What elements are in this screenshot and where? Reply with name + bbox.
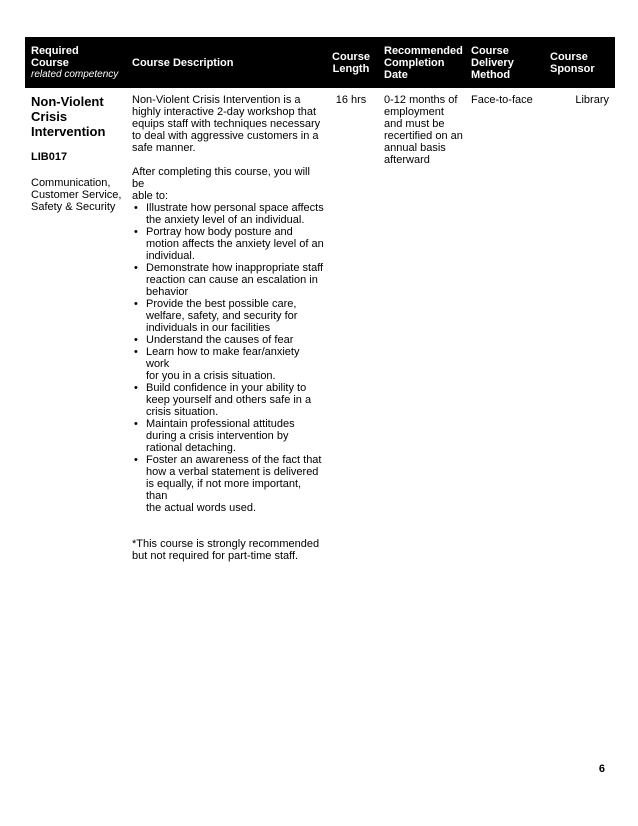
description-line: equips staff with techniques necessary xyxy=(132,118,321,130)
outcome-line: is equally, if not more important, than xyxy=(146,478,302,502)
outcome-line: • Foster an awareness of the fact that xyxy=(146,454,322,466)
cell-course-description xyxy=(126,94,324,562)
course-competency xyxy=(31,177,126,213)
completion-date-line: and must be xyxy=(384,118,445,130)
outcome-line: reaction can cause an escalation in xyxy=(146,274,318,286)
note-line: but not required for part-time staff. xyxy=(132,550,299,562)
completion-date-line: employment xyxy=(384,106,444,118)
header-course-length xyxy=(324,51,378,75)
header-delivery-method-line: Method xyxy=(471,68,511,81)
outcome-line: the actual words used. xyxy=(146,502,257,514)
completion-date-line: annual basis xyxy=(384,142,446,154)
list-item xyxy=(132,298,324,334)
cell-course-length: 16 hrs xyxy=(335,94,367,106)
outcome-line: welfare, safety, and security for xyxy=(146,310,298,322)
header-course-sponsor-line: Sponsor xyxy=(550,62,595,75)
outcome-line: • Demonstrate how inappropriate staff xyxy=(146,262,324,274)
outcome-line: • Build confidence in your ability to xyxy=(146,382,307,394)
note-line: *This course is strongly recommended xyxy=(132,538,320,550)
description-line: safe manner. xyxy=(132,142,196,154)
header-course-description: Course Description xyxy=(132,56,234,69)
course-code: LIB017 xyxy=(31,151,68,163)
header-completion-date-line: Date xyxy=(384,68,408,81)
description-line: Non-Violent Crisis Intervention is a xyxy=(132,94,301,106)
outcome-line: individuals in our facilities xyxy=(146,322,271,334)
list-item xyxy=(132,202,324,226)
header-course-sponsor-line: Course xyxy=(550,50,588,63)
list-item xyxy=(132,334,324,346)
course-table xyxy=(25,37,615,562)
header-completion-date-line: Recommended xyxy=(384,44,463,57)
header-completion-date-line: Completion xyxy=(384,56,445,69)
outcome-line: rational detaching. xyxy=(146,442,236,454)
outcomes-list xyxy=(132,202,324,514)
completion-date-line: recertified on an xyxy=(384,130,463,142)
header-required-course-line: Required xyxy=(31,44,79,57)
competency-line: Communication, xyxy=(31,177,111,189)
list-item xyxy=(132,346,324,382)
course-title-line: Intervention xyxy=(31,124,106,139)
outcome-line: • Portray how body posture and xyxy=(146,226,293,238)
cell-required-course xyxy=(25,94,126,562)
header-course-length-line: Length xyxy=(332,62,370,75)
header-course-sponsor xyxy=(542,51,615,75)
course-title-line: Non-Violent xyxy=(31,94,104,109)
header-course-length-line: Course xyxy=(332,50,370,63)
description-line: to deal with aggressive customers in a xyxy=(132,130,319,142)
description-line: After completing this course, you will be xyxy=(132,166,310,190)
list-item xyxy=(132,382,324,418)
description-lead xyxy=(132,166,324,202)
outcome-line: motion affects the anxiety level of an xyxy=(146,238,324,250)
header-delivery-method-line: Course xyxy=(471,44,509,57)
outcome-line: during a crisis intervention by xyxy=(146,430,289,442)
outcome-line: keep yourself and others safe in a xyxy=(146,394,312,406)
course-title-line: Crisis xyxy=(31,109,68,124)
list-item xyxy=(132,454,324,514)
outcome-line: • Provide the best possible care, xyxy=(146,298,297,310)
table-row xyxy=(25,88,615,562)
cell-delivery-method: Face-to-face xyxy=(471,94,533,106)
outcome-line: individual. xyxy=(146,250,195,262)
outcome-line: • Illustrate how personal space affects xyxy=(146,202,324,214)
competency-line: Safety & Security xyxy=(31,201,116,213)
outcome-line: the anxiety level of an individual. xyxy=(146,214,305,226)
cell-completion-date xyxy=(378,94,467,562)
list-item xyxy=(132,226,324,262)
table-header xyxy=(25,37,615,88)
description-intro xyxy=(132,94,324,154)
outcome-line: behavior xyxy=(146,286,189,298)
list-item xyxy=(132,262,324,298)
outcome-line: • Understand the causes of fear xyxy=(146,334,294,346)
course-title xyxy=(31,94,126,139)
header-delivery-method xyxy=(467,45,542,81)
completion-date-line: 0-12 months of xyxy=(384,94,458,106)
header-delivery-method-line: Delivery xyxy=(471,56,514,69)
header-related-competency: related competency xyxy=(31,68,119,80)
completion-date-line: afterward xyxy=(384,154,430,166)
list-item xyxy=(132,418,324,454)
outcome-line: • Maintain professional attitudes xyxy=(146,418,295,430)
header-completion-date xyxy=(378,45,467,81)
cell-course-sponsor: Library xyxy=(575,94,609,106)
competency-line: Customer Service, xyxy=(31,189,122,201)
outcome-line: crisis situation. xyxy=(146,406,219,418)
outcome-line: for you in a crisis situation. xyxy=(146,370,276,382)
outcome-line: how a verbal statement is delivered xyxy=(146,466,319,478)
outcome-line: • Learn how to make fear/anxiety work xyxy=(146,346,300,370)
description-line: highly interactive 2-day workshop that xyxy=(132,106,317,118)
header-required-course-line: Course xyxy=(31,56,69,69)
part-time-note xyxy=(132,538,324,562)
page-number: 6 xyxy=(598,763,605,775)
header-required-course xyxy=(25,45,126,81)
description-line: able to: xyxy=(132,190,169,202)
